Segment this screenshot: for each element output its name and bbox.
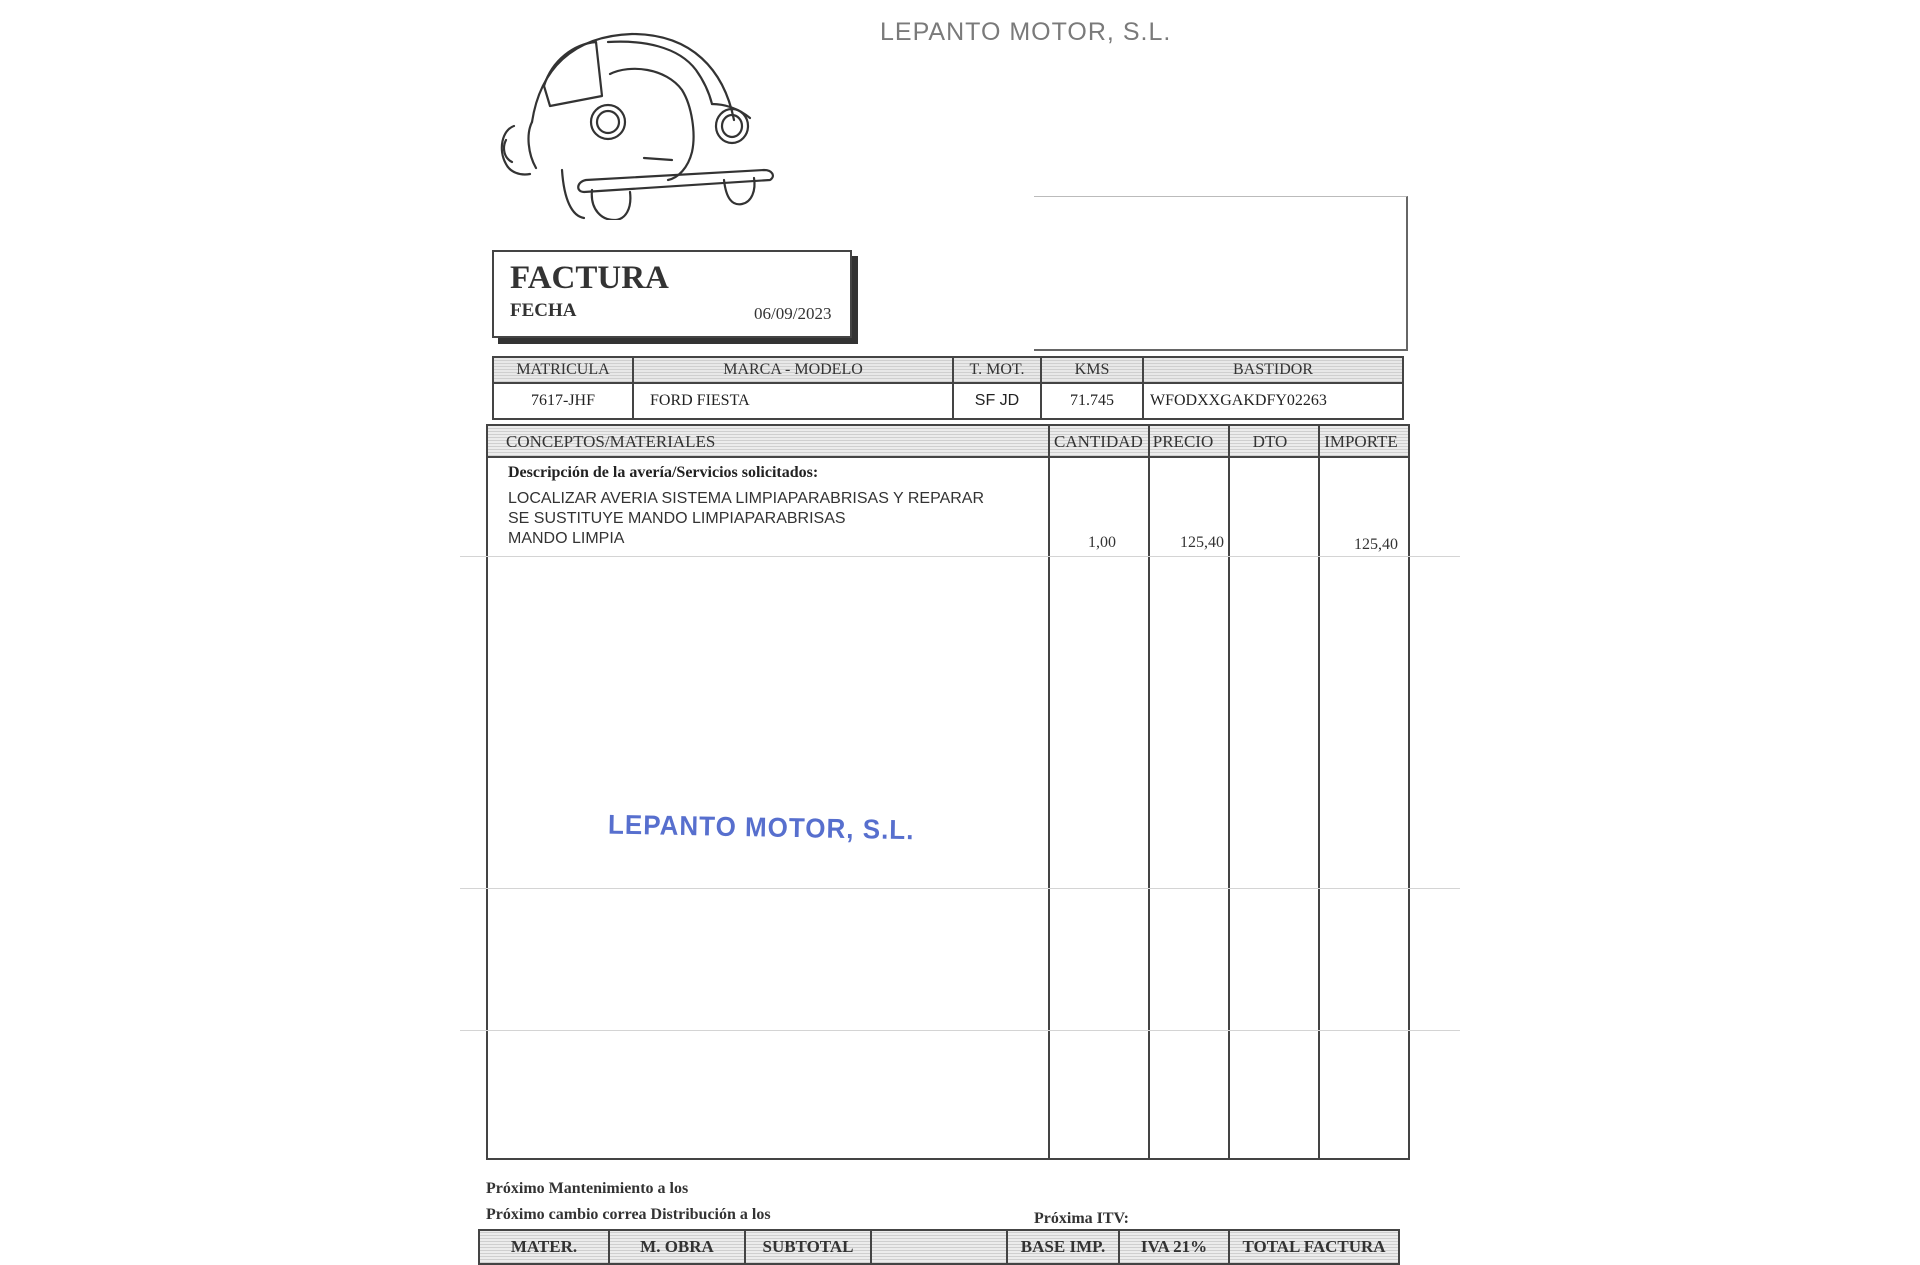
scan-artifact-line xyxy=(460,1030,1460,1031)
engine-value: SF JD xyxy=(953,383,1041,419)
description-line: LOCALIZAR AVERIA SISTEMA LIMPIAPARABRISAS Y REPARAR xyxy=(508,490,985,507)
header-matricula: MATRICULA xyxy=(493,357,633,383)
header-amount: IMPORTE xyxy=(1324,432,1398,451)
column-divider xyxy=(1228,426,1230,1158)
tax-base-label: BASE IMP. xyxy=(1007,1230,1119,1264)
vehicle-table xyxy=(492,356,1404,420)
car-logo-icon xyxy=(492,30,782,220)
scan-artifact-line xyxy=(460,556,1460,557)
header-marca-modelo: MARCA - MODELO xyxy=(633,357,953,383)
description-line: SE SUSTITUYE MANDO LIMPIAPARABRISAS xyxy=(508,510,846,527)
model-value: FORD FIESTA xyxy=(633,383,953,419)
kms-value: 71.745 xyxy=(1041,383,1143,419)
date-label: FECHA xyxy=(510,300,577,321)
invoice-title-box xyxy=(492,250,852,338)
scan-artifact-line xyxy=(460,888,1460,889)
item-quantity: 1,00 xyxy=(1088,534,1116,551)
invoice-total-label: TOTAL FACTURA xyxy=(1229,1230,1399,1264)
blank-total-cell xyxy=(871,1230,1007,1264)
plate-value: 7617-JHF xyxy=(493,383,633,419)
item-price: 125,40 xyxy=(1180,534,1224,551)
column-divider xyxy=(1048,426,1050,1158)
vin-value: WFODXXGAKDFY02263 xyxy=(1143,383,1403,419)
total-labor-label: M. OBRA xyxy=(609,1230,745,1264)
description-line: MANDO LIMPIA xyxy=(508,530,625,547)
total-materials-label: MATER. xyxy=(479,1230,609,1264)
next-maintenance-label: Próximo Mantenimiento a los xyxy=(486,1180,689,1197)
header-quantity: CANTIDAD xyxy=(1054,432,1143,451)
description-label: Descripción de la avería/Servicios solicitados: xyxy=(508,464,819,481)
column-divider xyxy=(1318,426,1320,1158)
client-box xyxy=(1034,196,1408,351)
items-header-concepts-bg xyxy=(488,426,1048,458)
items-table xyxy=(486,424,1410,1160)
company-name: LEPANTO MOTOR, S.L. xyxy=(880,18,1172,46)
subtotal-label: SUBTOTAL xyxy=(745,1230,871,1264)
header-price: PRECIO xyxy=(1152,432,1214,451)
next-itv-label: Próxima ITV: xyxy=(1034,1210,1129,1227)
vat-label: IVA 21% xyxy=(1119,1230,1229,1264)
header-concepts: CONCEPTOS/MATERIALES xyxy=(506,432,716,451)
column-divider xyxy=(1148,426,1150,1158)
header-t-mot: T. MOT. xyxy=(953,357,1041,383)
invoice-date: 06/09/2023 xyxy=(754,304,832,323)
next-belt-label: Próximo cambio correa Distribución a los xyxy=(486,1206,771,1223)
header-bastidor: BASTIDOR xyxy=(1143,357,1403,383)
header-kms: KMS xyxy=(1041,357,1143,383)
item-amount: 125,40 xyxy=(1354,536,1398,553)
invoice-title: FACTURA xyxy=(510,260,669,296)
header-discount: DTO xyxy=(1252,432,1288,451)
company-stamp: LEPANTO MOTOR, S.L. xyxy=(607,808,915,846)
